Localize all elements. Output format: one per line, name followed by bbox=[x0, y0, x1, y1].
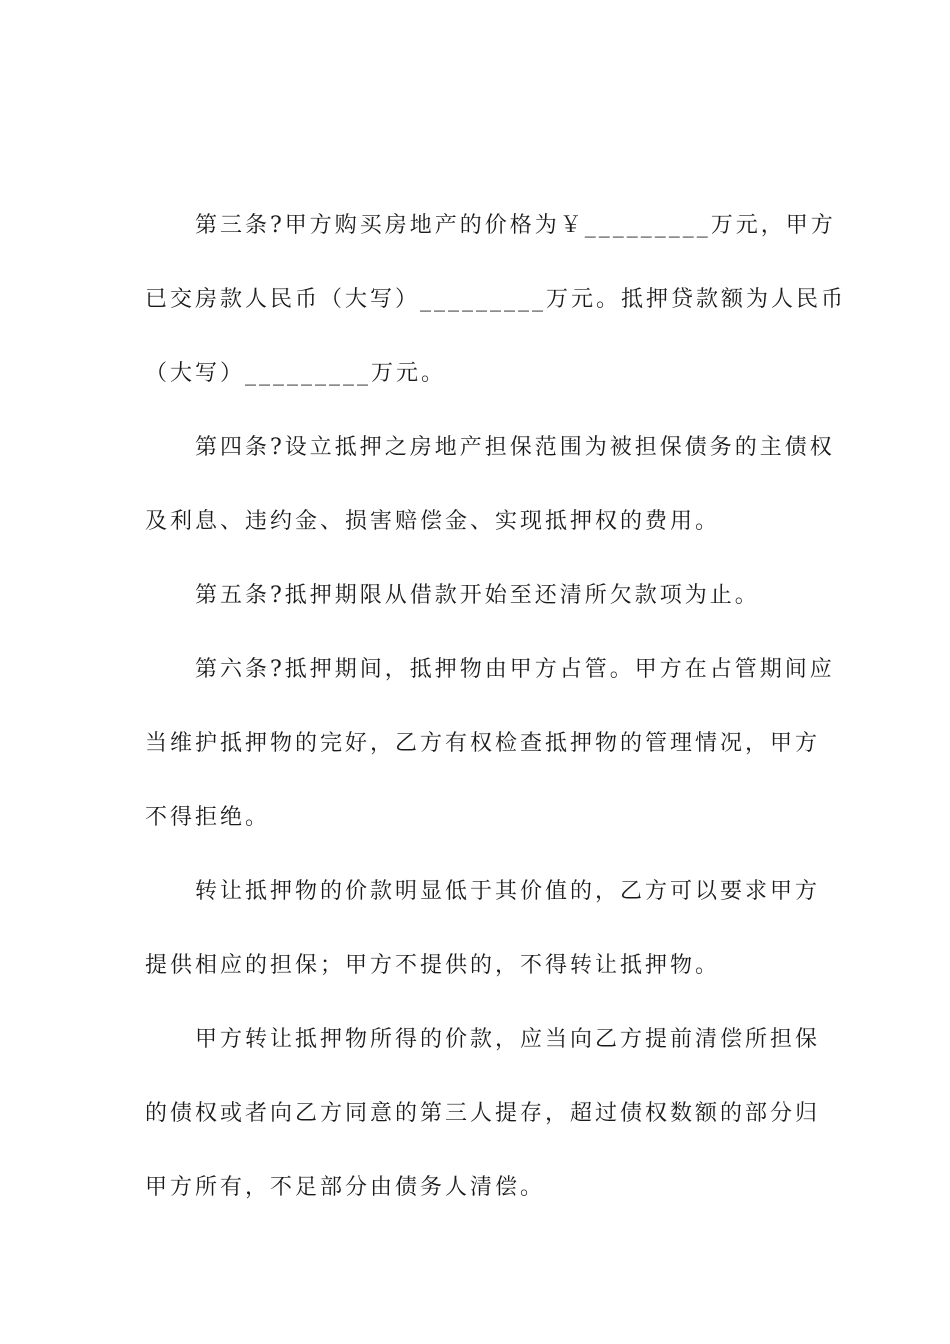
transfer-clause-line-1: 转让抵押物的价款明显低于其价值的，乙方可以要求甲方 bbox=[195, 879, 821, 904]
proceeds-clause-line-1: 甲方转让抵押物所得的价款，应当向乙方提前清偿所担保 bbox=[195, 1027, 821, 1052]
article-5-line-1: 第五条?抵押期限从借款开始至还清所欠款项为止。 bbox=[195, 583, 760, 608]
document-body bbox=[145, 204, 847, 1240]
article-6-line-1: 第六条?抵押期间，抵押物由甲方占管。甲方在占管期间应 bbox=[195, 657, 835, 682]
article-4-line-1: 第四条?设立抵押之房地产担保范围为被担保债务的主债权 bbox=[195, 435, 835, 460]
proceeds-clause-line-3: 甲方所有，不足部分由债务人清偿。 bbox=[145, 1175, 546, 1200]
article-3-line-2: 已交房款人民币（大写）_________万元。抵押贷款额为人民币 bbox=[145, 287, 847, 312]
article-3-line-3: （大写）_________万元。 bbox=[145, 361, 447, 386]
article-6-line-3: 不得拒绝。 bbox=[145, 805, 271, 830]
article-4-line-2: 及利息、违约金、损害赔偿金、实现抵押权的费用。 bbox=[145, 509, 721, 534]
article-3-line-1: 第三条?甲方购买房地产的价格为￥_________万元，甲方 bbox=[195, 213, 836, 238]
article-6-line-2: 当维护抵押物的完好，乙方有权检查抵押物的管理情况，甲方 bbox=[145, 731, 821, 756]
proceeds-clause-line-2: 的债权或者向乙方同意的第三人提存，超过债权数额的部分归 bbox=[145, 1101, 821, 1126]
transfer-clause-line-2: 提供相应的担保；甲方不提供的，不得转让抵押物。 bbox=[145, 953, 721, 978]
